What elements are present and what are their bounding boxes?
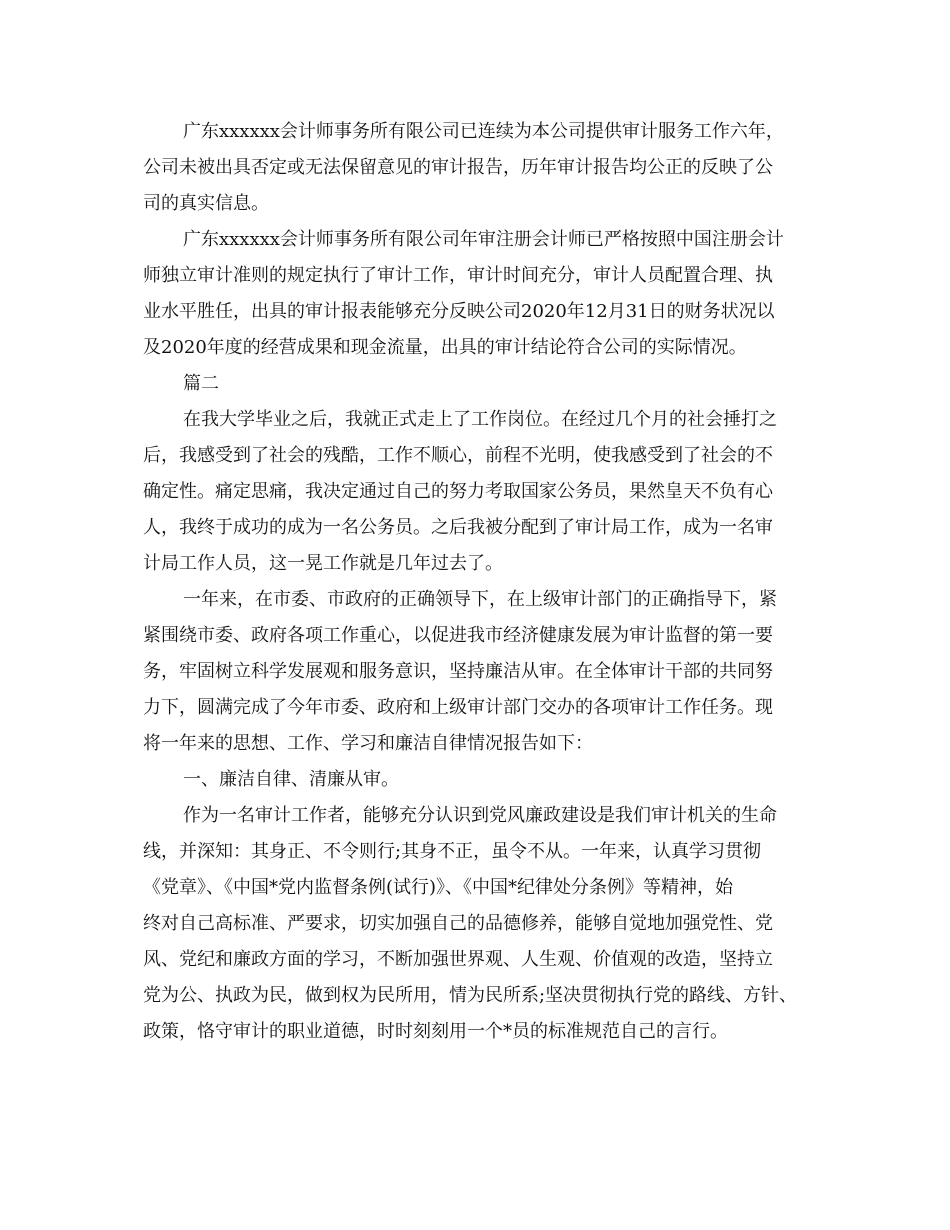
section-heading: 一、廉洁自律、清廉从审。 (183, 769, 399, 790)
text-line: 人，我终于成功的成为一名公务员。之后我被分配到了审计局工作，成为一名审 (143, 517, 773, 538)
text-line: 务，牢固树立科学发展观和服务意识，坚持廉洁从审。在全体审计干部的共同努 (143, 661, 773, 682)
text-line: 及2020年度的经营成果和现金流量，出具的审计结论符合公司的实际情况。 (143, 337, 747, 358)
text-line: 线，并深知：其身正、不令则行;其身不正，虽令不从。一年来，认真学习贯彻 (143, 841, 762, 862)
text-line: 计局工作人员，这一晃工作就是几年过去了。 (143, 553, 503, 574)
section-heading: 篇二 (183, 373, 219, 394)
text-line: 力下，圆满完成了今年市委、政府和上级审计部门交办的各项审计工作任务。现 (143, 697, 773, 718)
text-line: 确定性。痛定思痛，我决定通过自己的努力考取国家公务员，果然皇天不负有心 (143, 481, 773, 502)
text-line: 《党章》、《中国*党内监督条例(试行)》、《中国*纪律处分条例》等精神，始 (143, 877, 734, 898)
text-line: 紧围绕市委、政府各项工作重心，以促进我市经济健康发展为审计监督的第一要 (143, 625, 773, 646)
text-line: 作为一名审计工作者，能够充分认识到党风廉政建设是我们审计机关的生命 (183, 805, 777, 826)
text-line: 司的真实信息。 (143, 193, 269, 214)
text-line: 在我大学毕业之后，我就正式走上了工作岗位。在经过几个月的社会捶打之 (183, 409, 777, 430)
text-line: 一年来，在市委、市政府的正确领导下，在上级审计部门的正确指导下，紧 (183, 589, 777, 610)
text-line: 业水平胜任，出具的审计报表能够充分反映公司2020年12月31日的财务状况以 (143, 301, 775, 322)
text-line: 师独立审计准则的规定执行了审计工作，审计时间充分，审计人员配置合理、执 (143, 265, 773, 286)
text-line: 公司未被出具否定或无法保留意见的审计报告，历年审计报告均公正的反映了公 (143, 157, 773, 178)
text-line: 党为公、执政为民，做到权为民所用，情为民所系;坚决贯彻执行党的路线、方针、 (143, 985, 798, 1006)
text-line: 广东xxxxxx会计师事务所有限公司年审注册会计师已严格按照中国注册会计 (183, 229, 784, 250)
text-line: 后，我感受到了社会的残酷，工作不顺心，前程不光明，使我感受到了社会的不 (143, 445, 773, 466)
text-line: 政策，恪守审计的职业道德，时时刻刻用一个*员的标准规范自己的言行。 (143, 1021, 728, 1042)
text-line: 将一年来的思想、工作、学习和廉洁自律情况报告如下： (143, 733, 593, 754)
text-line: 广东xxxxxx会计师事务所有限公司已连续为本公司提供审计服务工作六年， (183, 121, 784, 142)
text-line: 风、党纪和廉政方面的学习，不断加强世界观、人生观、价值观的改造，坚持立 (143, 949, 773, 970)
text-line: 终对自己高标准、严要求，切实加强自己的品德修养，能够自觉地加强党性、党 (143, 913, 773, 934)
